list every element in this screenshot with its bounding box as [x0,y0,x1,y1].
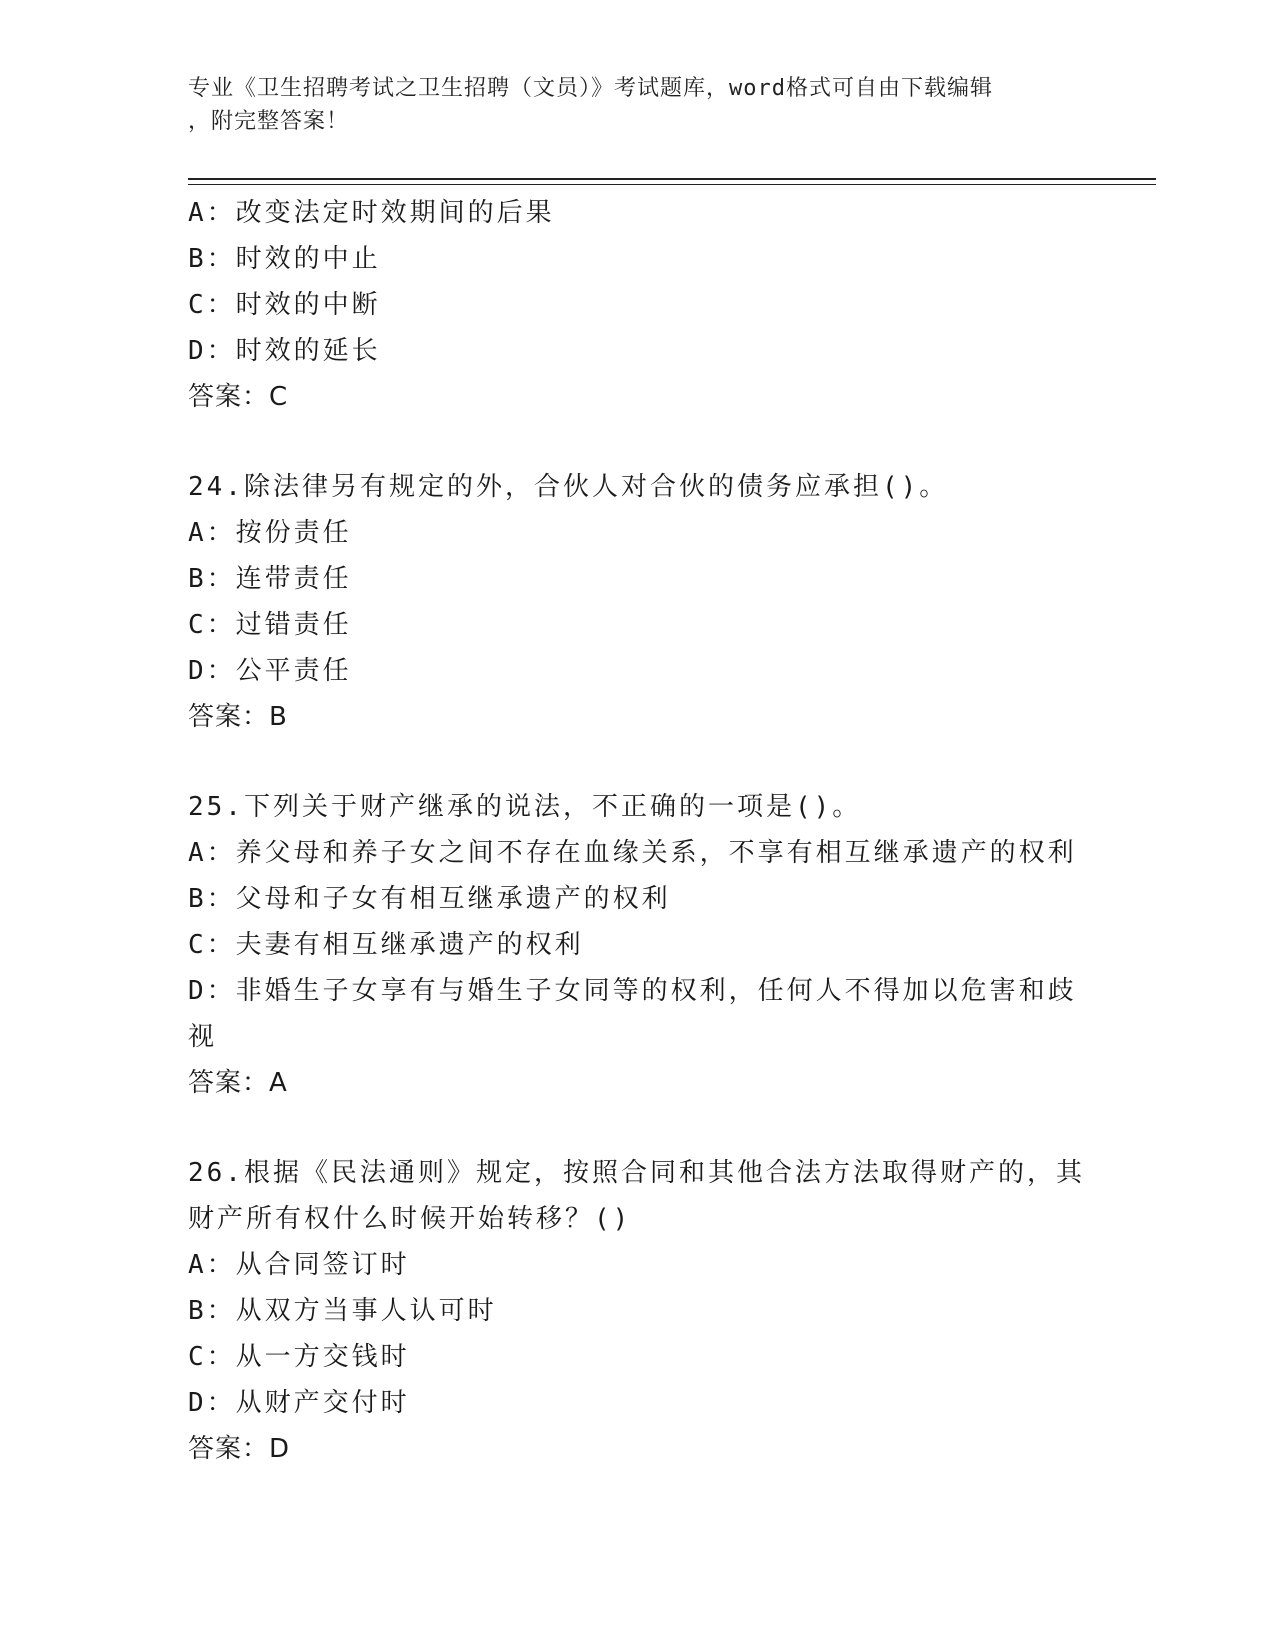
option-d: D：从财产交付时 [188,1388,410,1418]
question-text: 26.根据《民法通则》规定，按照合同和其他合法方法取得财产的，其财产所有权什么时候开始转移？() [188,1158,1085,1234]
option-c: C：过错责任 [188,610,352,640]
option-b: B：父母和子女有相互继承遗产的权利 [188,884,671,914]
answer-label: 答案：B [188,702,288,732]
header-divider-thin [188,184,1156,185]
option-b: B：连带责任 [188,564,352,594]
answer-label: 答案：C [188,382,289,412]
option-d: D：时效的延长 [188,336,381,366]
header-line-1: 专业《卫生招聘考试之卫生招聘（文员）》考试题库，word格式可自由下载编辑 [188,76,993,101]
spacer [188,740,1088,784]
question-26 [188,1150,1088,1472]
option-d: D：公平责任 [188,656,352,686]
option-a: A：从合同签订时 [188,1250,410,1280]
option-c: C：从一方交钱时 [188,1342,410,1372]
option-a: A：养父母和养子女之间不存在血缘关系，不享有相互继承遗产的权利 [188,838,1077,868]
option-c: C：时效的中断 [188,290,381,320]
spacer [188,420,1088,464]
question-text: 25.下列关于财产继承的说法，不正确的一项是()。 [188,792,862,822]
option-b: B：时效的中止 [188,244,381,274]
question-24 [188,464,1088,740]
question-23-tail [188,190,1088,420]
spacer [188,1106,1088,1150]
option-b: B：从双方当事人认可时 [188,1296,497,1326]
question-text: 24.除法律另有规定的外，合伙人对合伙的债务应承担()。 [188,472,949,502]
question-list [188,190,1088,1472]
option-c: C：夫妻有相互继承遗产的权利 [188,930,584,960]
option-a: A：按份责任 [188,518,352,548]
option-d: D：非婚生子女享有与婚生子女同等的权利，任何人不得加以危害和歧视 [188,976,1077,1052]
answer-label: 答案：D [188,1434,291,1464]
answer-label: 答案：A [188,1068,288,1098]
header-line-2: ，附完整答案！ [188,109,350,134]
header-divider-thick [188,178,1156,180]
document-header [188,72,1088,138]
option-a: A：改变法定时效期间的后果 [188,198,555,228]
question-25 [188,784,1088,1106]
